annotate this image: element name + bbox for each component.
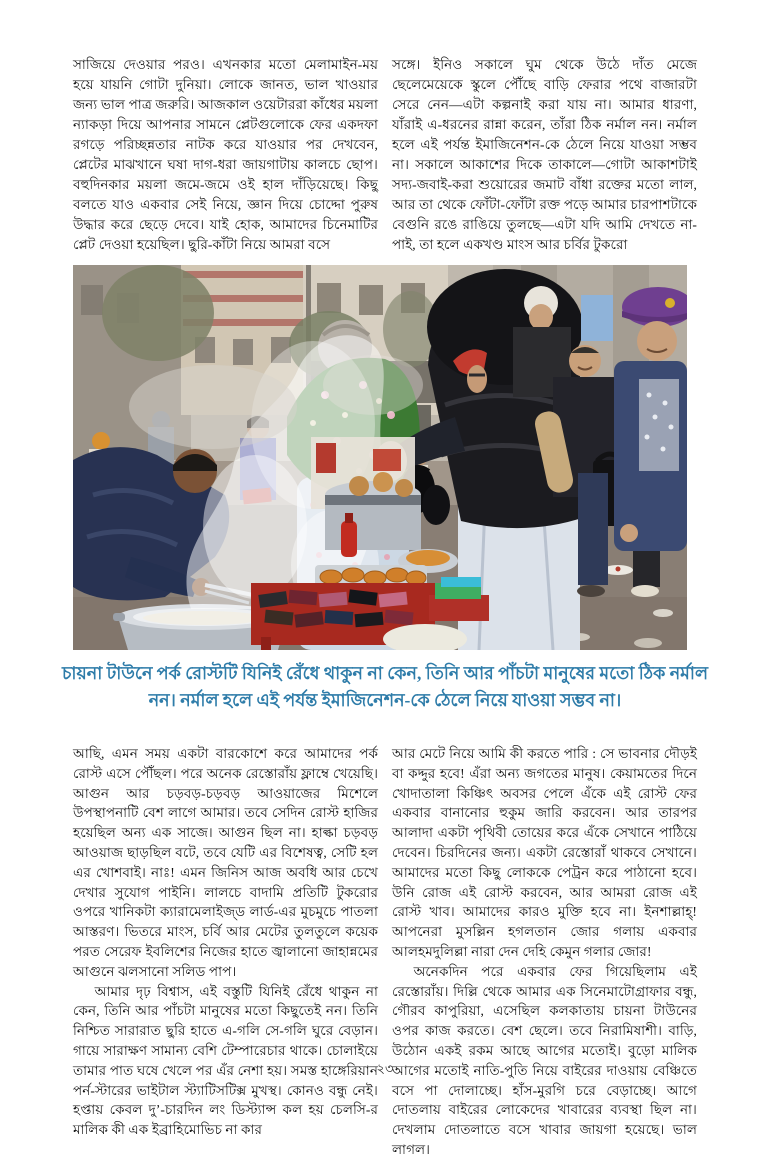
body-paragraph: সঙ্গে। ইনিও সকালে ঘুম থেকে উঠে দাঁত মেজে ছেলেমেয়েকে স্কুলে পৌঁছে বাড়ি ফেরার পথে বাজারটা সেরে নেন—এটা কল্পনাই করা যায় না। আমার ধারণা, যাঁরাই এ-ধরনের রান্না করেন, তাঁরা ঠিক নর্মাল নন। নর্মাল হলে এই পর্যন্ত ইমাজিনেশন-কে ঠেলে নিয়ে যাওয়া সম্ভব না। সকালে আকাশের দিকে তাকালে—গোটা আকাশটাই সদ্য-জবাই-করা শুয়োরের জমাট বাঁধা রক্তের মতো লাল, আর তা থেকে ফোঁটা-ফোঁটা রক্ত পড়ে আমার চারপাশটাকে বেগুনি রঙে রাঙিয়ে তুলছে—এটা যদি আমি দেখতে না-পাই, তা হলে একখণ্ড মাংস আর চর্বির টুকরো — [392, 57, 697, 252]
body-paragraph: আছি, এমন সময় একটা বারকোশে করে আমাদের পর্ক রোস্ট এসে পৌঁছল। পরে অনেক রেস্তোরাঁয় ফ্লাম্বে খেয়েছি। আগুন আর চড়বড়-চড়বড় আওয়াজের মিশেলে উপস্থাপনাটি বেশ লাগে আমার। তবে সেদিন রোস্ট হাজির হয়েছিল অন্য এক সাজে। আগুন ছিল না। হাল্কা চড়বড় আওয়াজ ছাড়ছিল বটে, তবে যেটি এর বিশেষত্ব, সেটি হল এর খোশবাই। নাঃ! এমন জিনিস আজ অবধি আর চেখে দেখার সুযোগ পাইনি। লালচে বাদামি প্রতিটি টুকরোর ওপরে খানিকটা ক্যারামেলাইজ্‌ড লার্ড-এর মুচমুচে পাতলা আস্তরণ। ভিতরে মাংস, চর্বি আর মেটের তুলতুলে কয়েক পরত সেরেফ ইবলিশের নিজের হাতে জ্বালানো জাহান্নমের আগুনে ঝলসানো সলিড পাপ। — [73, 746, 378, 979]
top-right-column — [392, 55, 697, 252]
street-food-photo — [73, 265, 687, 650]
body-paragraph: আমার দৃঢ় বিশ্বাস, এই বস্তুটি যিনিই রেঁধে থাকুন না কেন, তিনি আর পাঁচটা মানুষের মতো কিছুতেই নন। তিনি নিশ্চিত সারারাত ছুরি হাতে এ-গলি সে-গলি ঘুরে বেড়ান। গায়ে সারাক্ষণ সামান্য বেশি টেম্পারেচার থাকে। চোলাইয়ে তামার পাত ঘষে খেলে পর এঁর নেশা হয়। সমস্ত হাঙ্গেরিয়ান পর্ন-স্টারের ভাইটাল স্ট্যাটিসটিক্স মুখস্থ। কোনও বন্ধু নেই। হপ্তায় কেবল দু’-চারদিন লং ডিস্ট্যান্স কল হয় চেলসি-র মালিক কী এক ইব্রাহিমোভিচ না কার — [73, 983, 378, 1138]
bottom-left-column — [73, 744, 378, 1138]
caption-line-1: চায়না টাউনে পর্ক রোস্টটি যিনিই রেঁধে থাকুন না কেন, তিনি আর পাঁচটা মানুষের মতো ঠিক নর্মাল — [61, 663, 709, 683]
body-paragraph: আর মেটে নিয়ে আমি কী করতে পারি : সে ভাবনার দৌড়ই বা কদ্দুর হবে! এঁরা অন্য জগতের মানুষ। কেয়ামতের দিনে খোদাতালা কিঞ্চিৎ অবসর পেলে এঁকে এই রোস্ট ফের একবার বানানোর হুকুম জারি করবেন। আর তারপর আলাদা একটা পৃথিবী তোয়ের করে এঁকে সেখানে পাঠিয়ে দেবেন। চিরদিনের জন্য। একটা রেস্তোরাঁ থাকবে সেখানে। আমাদের মতো কিছু লোককে পেট্রন করে পাঠানো হবে। উনি রোজ এই রোস্ট করবেন, আর আমরা রোজ এই রোস্ট খাব। আমাদের কারও মুক্তি হবে না। ইনশাল্লাহ্! আপনেরা মুসল্লিন হগলতান জোর গলায় একবার আলহমদুলিল্লা নারা দেন দেহি কেমুন গলার জোর! — [392, 746, 697, 959]
wallet-display — [251, 577, 489, 650]
body-paragraph: অনেকদিন পরে একবার ফের গিয়েছিলাম এই রেস্তোরাঁয়। দিল্লি থেকে আমার এক সিনেমাটোগ্রাফার বন্ধু, গৌরব কাপুরিয়া, এসেছিল কলকাতায় চায়না টাউনের ওপর কাজ করতে। বেশ ছেলে। তবে নিরামিষাশী। বাড়ি, উঠোন একই রকম আছে আগের মতোই। বুড়ো মালিক আগের মতোই নাতি-পুতি নিয়ে বাইরের দাওয়ায় বেঞ্চিতে বসে পা দোলাচ্ছে। হাঁস-মুরগি চরে বেড়াচ্ছে। আগে দোতলায় বাইরের লোকেদের খাবারের ব্যবস্থা ছিল না। দেখলাম দোতলাতে বসে খাবার জায়গা হয়েছে। ভাল লাগল। — [392, 963, 697, 1157]
page-number: ২৩ — [376, 1061, 394, 1076]
body-paragraph: সাজিয়ে দেওয়ার পরও। এখনকার মতো মেলামাইন-ময় হয়ে যায়নি গোটা দুনিয়া। লোকে জানত, ভাল খাওয়ার জন্য ভাল পাত্র জরুরি। আজকাল ওয়েটাররা কাঁধের ময়লা ন্যাকড়া দিয়ে আপনার সামনে প্লেটগুলোকে ফের একদফা রগড়ে পরিচ্ছন্নতার নাটক করে যাওয়ার পর দেখবেন, প্লেটের মাঝখানে ঘষা দাগ-ধরা জায়গাটায় কালচে ছোপ। বহুদিনকার ময়লা জমে-জমে ওই হাল দাঁড়িয়েছে। কিছু বলতে যাও একবার সেই নিয়ে, জ্ঞান দিয়ে চোদ্দো পুরুষ উদ্ধার করে ছেড়ে দেবে। যাই হোক, আমাদের চিনেমাটির প্লেট দেওয়া হয়েছিল। ছুরি-কাঁটা নিয়ে আমরা বসে — [73, 57, 378, 252]
top-left-column — [73, 55, 378, 252]
photo-caption — [60, 660, 710, 714]
caption-line-2: নন। নর্মাল হলে এই পর্যন্ত ইমাজিনেশন-কে ঠেলে নিয়ে যাওয়া সম্ভব না। — [148, 690, 622, 710]
bottom-right-column — [392, 744, 697, 1157]
street-scene-illustration — [73, 265, 687, 650]
